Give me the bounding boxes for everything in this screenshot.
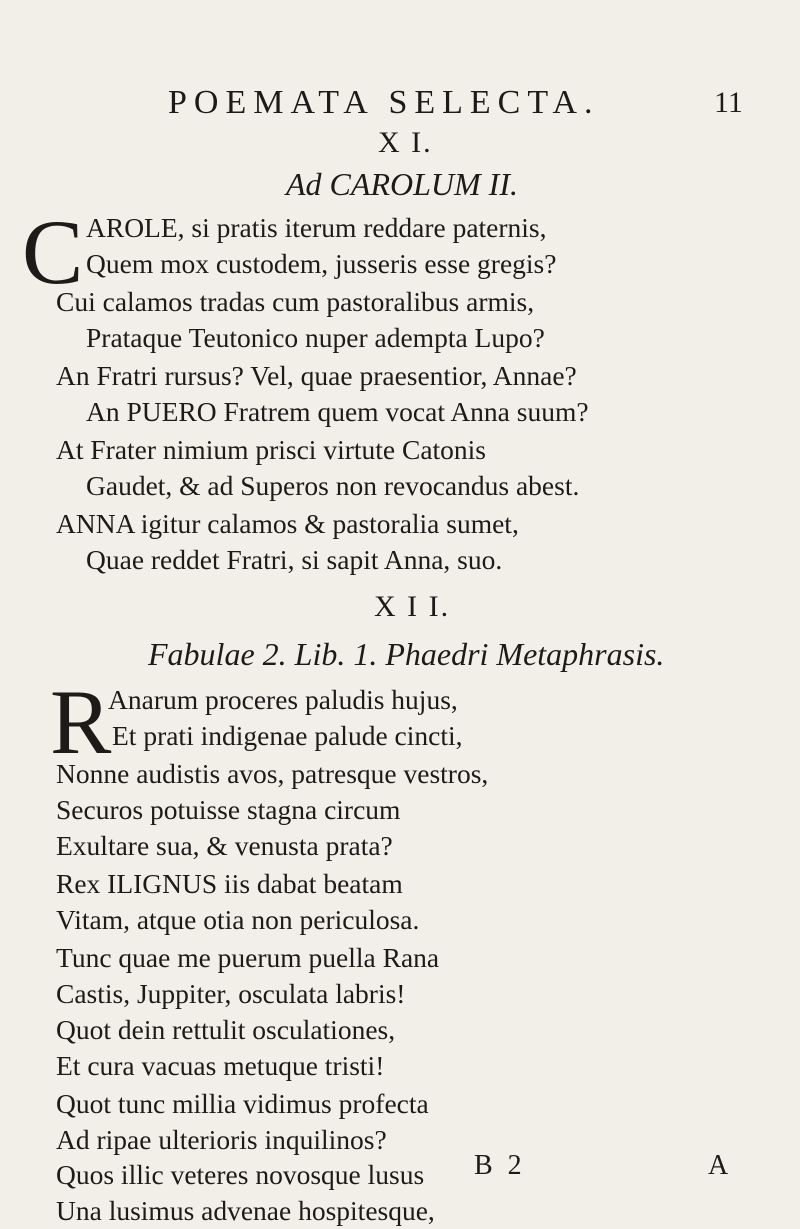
poem-line: Prataque Teutonico nuper adempta Lupo? xyxy=(86,322,545,353)
poem-line: An PUERO Fratrem quem vocat Anna suum? xyxy=(86,396,589,427)
poem-title: Fabulae 2. Lib. 1. Phaedri Metaphrasis. xyxy=(148,636,665,672)
poem-line: Securos potuisse stagna circum xyxy=(56,794,401,825)
catchword: A xyxy=(708,1150,729,1181)
poem-line: Tunc quae me puerum puella Rana xyxy=(56,942,440,973)
poem-line: An Fratri rursus? Vel, quae praesentior, Annae? xyxy=(56,360,577,391)
poem-line: Gaudet, & ad Superos non revocandus abest. xyxy=(86,470,580,501)
poem-number: X I. xyxy=(378,126,433,159)
signature-mark: B 2 xyxy=(474,1150,526,1181)
poem-line: Cui calamos tradas cum pastoralibus armis, xyxy=(56,286,535,317)
poem-line: Ad ripae ulterioris inquilinos? xyxy=(56,1124,387,1155)
page-number: 11 xyxy=(714,86,743,119)
poem-line: Et prati indigenae palude cincti, xyxy=(112,720,463,751)
poem-title: Ad CAROLUM II. xyxy=(286,166,518,202)
drop-cap: R xyxy=(50,671,112,773)
poem-line: Rex ILIGNUS iis dabat beatam xyxy=(56,868,403,899)
drop-cap: C xyxy=(22,201,84,303)
poem-line: ANNA igitur calamos & pastoralia sumet, xyxy=(56,508,519,539)
poem-line: At Frater nimium prisci virtute Catonis xyxy=(56,434,487,465)
poem-line: Nonne audistis avos, patresque vestros, xyxy=(56,758,489,789)
poem-line: Exultare sua, & venusta prata? xyxy=(56,830,393,861)
poem-number: X I I. xyxy=(374,590,451,623)
poem-line: Una lusimus advenae hospitesque, xyxy=(56,1195,435,1226)
poem-line: Castis, Juppiter, osculata labris! xyxy=(56,978,406,1009)
poem-line: Quem mox custodem, jusseris esse gregis? xyxy=(86,248,557,279)
poem-line: Anarum proceres paludis hujus, xyxy=(108,684,458,715)
poem-line: Quot dein rettulit osculationes, xyxy=(56,1014,396,1045)
poem-line: Quot tunc millia vidimus profecta xyxy=(56,1088,429,1119)
poem-line: Et cura vacuas metuque tristi! xyxy=(56,1050,385,1081)
poem-line: Quae reddet Fratri, si sapit Anna, suo. xyxy=(86,544,503,575)
poem-line: Quos illic veteres novosque lusus xyxy=(56,1159,425,1190)
poem-line: AROLE, si pratis iterum reddare paternis, xyxy=(86,212,547,243)
running-head: POEMATA SELECTA. xyxy=(168,84,600,121)
poem-line: Vitam, atque otia non periculosa. xyxy=(56,904,420,935)
